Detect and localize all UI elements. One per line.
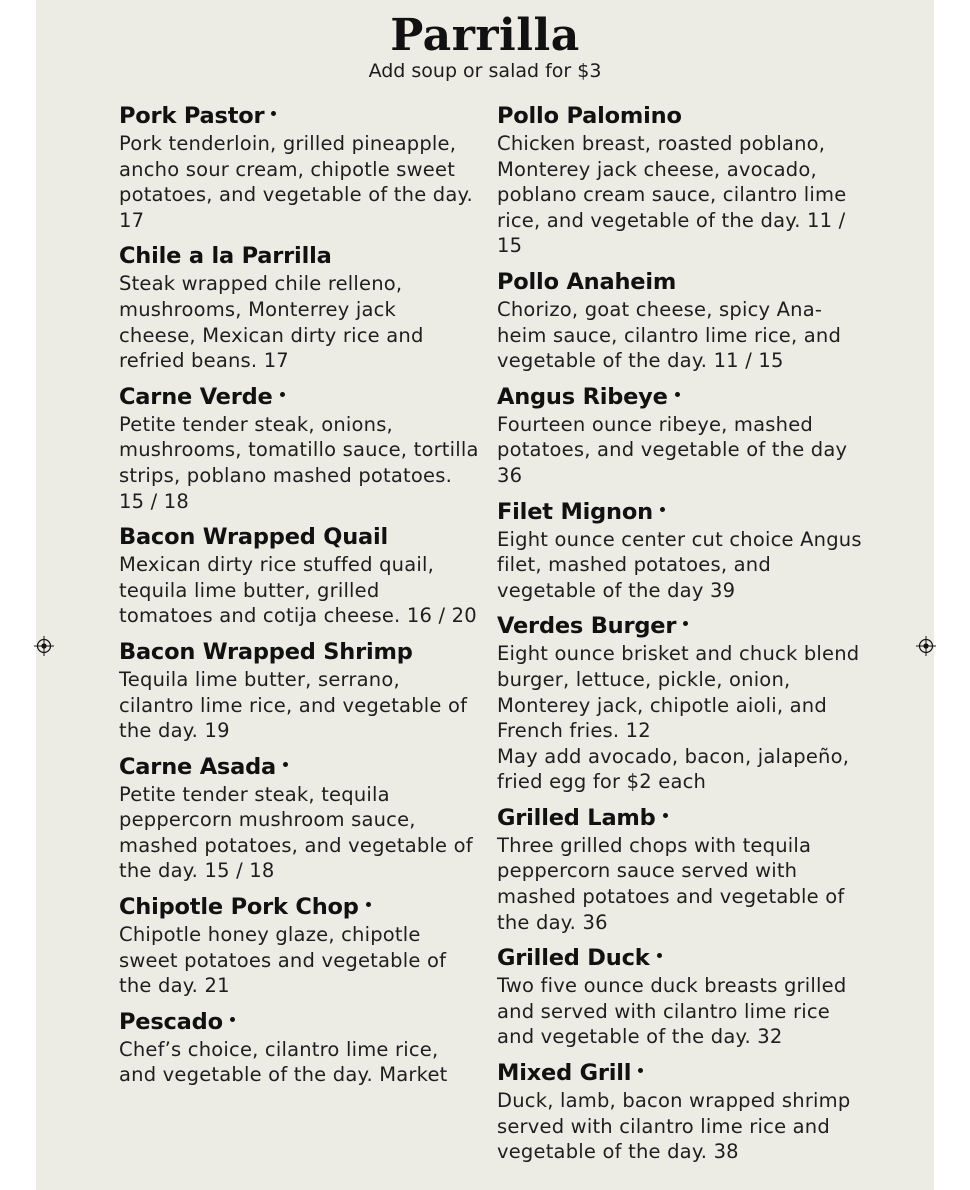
bullet-dot-icon [283, 762, 288, 767]
menu-item-name-text: Angus Ribeye [497, 383, 668, 410]
bullet-dot-icon [660, 507, 665, 512]
menu-item-name [497, 1058, 869, 1088]
menu-item-description: Pork tenderloin, grilled pineapple, ancho sour cream, chipotle sweet potatoes, and vegetable of the day. 17 [119, 132, 473, 232]
menu-item-description: Chef’s choice, cilantro lime rice, and vegetable of the day. Market [119, 1037, 448, 1087]
menu-item-description: Mexican dirty rice stuffed quail, tequila lime butter, grilled tomatoes and cotija cheese. 16 / 20 [119, 553, 477, 628]
menu-item-name-text: Verdes Burger [497, 613, 677, 640]
menu-item-name-text: Pollo Anaheim [497, 268, 677, 295]
menu-item [119, 241, 479, 373]
bullet-dot-icon [663, 813, 668, 818]
bullet-dot-icon [366, 902, 371, 907]
menu-item-name-text: Pork Pastor [119, 103, 265, 129]
menu-item [497, 382, 869, 489]
menu-item-description: Three grilled chops with tequila peppercorn sauce served with mashed potatoes and vegetable of the day. 36 [497, 833, 845, 934]
menu-item-name [119, 241, 479, 271]
menu-item-note: May add avocado, bacon, jalapeño, fried egg for $2 each [497, 744, 850, 794]
menu-item-name-text: Carne Verde [119, 383, 273, 410]
menu-item-name-text: Carne Asada [119, 753, 276, 780]
menu-item-description: Chipotle honey glaze, chipotle sweet potatoes and vegetable of the day. 21 [119, 923, 447, 998]
menu-item [497, 267, 869, 374]
menu-item-name-text: Pollo Palomino [497, 103, 682, 129]
menu-item-description: Fourteen ounce ribeye, mashed potatoes, and vegetable of the day 36 [497, 412, 848, 487]
menu-item-name-text: Bacon Wrapped Shrimp [119, 638, 413, 665]
menu-item [119, 382, 479, 514]
registration-mark-right-icon [916, 636, 936, 656]
menu-item-name-text: Pescado [119, 1008, 223, 1035]
menu-item-name [119, 382, 479, 412]
menu-item [119, 892, 479, 999]
menu-item-name [497, 101, 869, 131]
menu-item-description: Eight ounce center cut choice Angus filet, mashed potatoes, and vegetable of the day 39 [497, 527, 862, 602]
menu-item [497, 943, 869, 1050]
menu-item-description: Two five ounce duck breasts grilled and served with cilantro lime rice and vegetable of the day. 32 [497, 974, 847, 1049]
menu-item-description: Petite tender steak, tequila peppercorn mushroom sauce, mashed potatoes, and vegetable of the day. 15 / 18 [119, 782, 473, 883]
menu-item-name [497, 382, 869, 412]
menu-item-description: Petite tender steak, onions, mushrooms, tomatillo sauce, tortilla strips, poblano mashed potatoes. 15 / 18 [119, 412, 479, 513]
registration-mark-left-icon [34, 636, 54, 656]
menu-item [497, 1058, 869, 1165]
menu-item-description: Steak wrapped chile relleno, mushrooms, Monterrey jack cheese, Mexican dirty rice and refried beans. 17 [119, 272, 424, 373]
menu-item-description: Eight ounce brisket and chuck blend burger, lettuce, pickle, onion, Monterey jack, chipotle aioli, and French fries. 12 [497, 642, 860, 743]
bullet-dot-icon [683, 621, 688, 626]
menu-item-description: Chicken breast, roasted poblano, Monterey jack cheese, avocado, poblano cream sauce, cilantro lime rice, and vegetable of the day. 11 / 15 [497, 132, 847, 258]
menu-item [497, 611, 869, 795]
menu-item [119, 522, 479, 629]
bullet-dot-icon [230, 1017, 235, 1022]
menu-item-name [119, 752, 479, 782]
menu-item-name [119, 522, 479, 552]
menu-item-name [497, 267, 869, 297]
menu-item-name [497, 497, 869, 527]
menu-item [497, 803, 869, 935]
menu-item-name [119, 637, 479, 667]
menu-item-name-text: Mixed Grill [497, 1060, 632, 1087]
bullet-dot-icon [271, 111, 276, 116]
menu-item-name-text: Bacon Wrapped Quail [119, 524, 389, 551]
bullet-dot-icon [638, 1068, 643, 1073]
bullet-dot-icon [675, 392, 680, 397]
menu-item-name-text: Chipotle Pork Chop [119, 894, 359, 921]
menu-item-name-text: Grilled Lamb [497, 804, 656, 831]
bullet-dot-icon [657, 953, 662, 958]
menu-item-name [497, 803, 869, 833]
menu-item [119, 637, 479, 744]
menu-item [497, 101, 869, 259]
menu-item-name [497, 611, 869, 641]
menu-item-description: Chorizo, goat cheese, spicy Ana-heim sauce, cilantro lime rice, and vegetable of the day. 11 / 15 [497, 297, 842, 373]
menu-item [119, 101, 479, 233]
menu-page [36, 0, 934, 1190]
menu-item-name-text: Chile a la Parrilla [119, 243, 332, 270]
menu-item [119, 1007, 479, 1088]
page-subtitle: Add soup or salad for $3 [368, 60, 602, 82]
menu-item [497, 497, 869, 604]
menu-item [119, 752, 479, 884]
menu-item-name [119, 1007, 479, 1037]
menu-item-name [497, 943, 869, 973]
menu-item-description: Duck, lamb, bacon wrapped shrimp served with cilantro lime rice and vegetable of the day. 38 [497, 1089, 851, 1164]
bullet-dot-icon [280, 392, 285, 397]
menu-column-right [497, 101, 869, 1173]
menu-item-description: Tequila lime butter, serrano, cilantro lime rice, and vegetable of the day. 19 [119, 667, 468, 743]
menu-item-name-text: Filet Mignon [497, 498, 653, 525]
menu-item-name-text: Grilled Duck [497, 945, 650, 972]
menu-column-left [119, 101, 479, 1096]
menu-item-name [119, 101, 479, 131]
menu-item-name [119, 892, 479, 922]
page-title: Parrilla [390, 10, 580, 61]
